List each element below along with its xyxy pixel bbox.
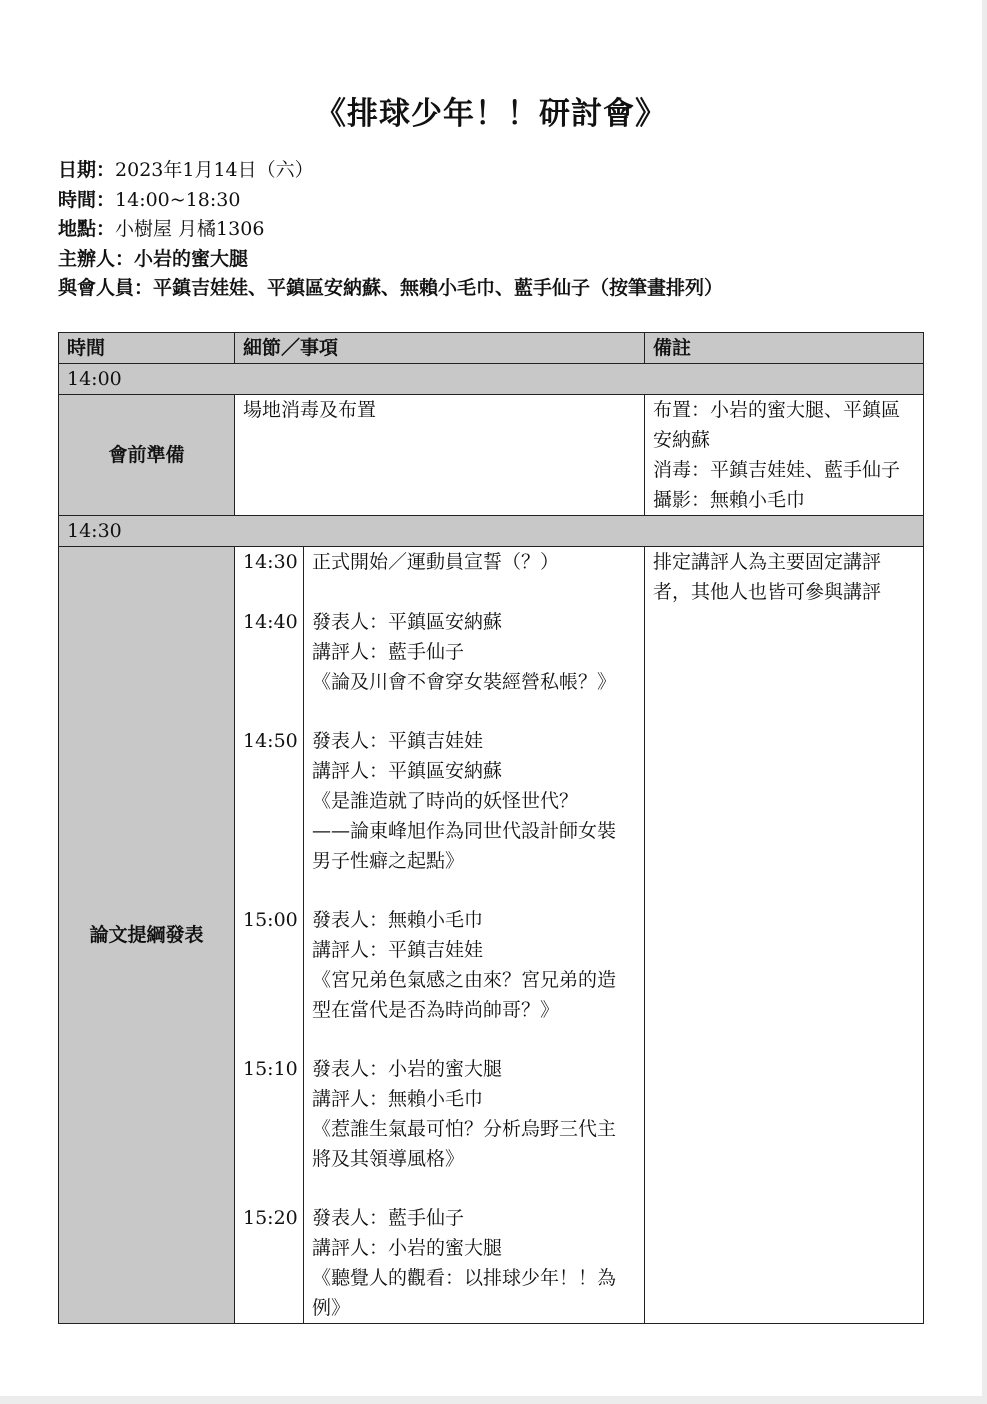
host-label: 主辦人：	[58, 247, 135, 270]
paper-time: 15:00	[235, 905, 304, 1054]
event-info	[58, 156, 723, 304]
paper-presenter: 發表人：無賴小毛巾	[312, 909, 484, 931]
paper-presenter: 發表人：平鎮區安納蘇	[312, 611, 503, 633]
time-label: 時間：	[58, 188, 116, 211]
time-band-1400: 14:00	[59, 364, 924, 395]
paper-title: 將及其領導風格》	[312, 1148, 465, 1170]
time-band-row	[59, 364, 924, 395]
paper-reviewer: 講評人：無賴小毛巾	[312, 1088, 484, 1110]
paper-title: 《聽覺人的觀看：以排球少年！！為	[312, 1267, 617, 1289]
prep-note-line: 攝影：無賴小毛巾	[653, 489, 806, 511]
paper-title: 《論及川會不會穿女裝經營私帳？》	[312, 671, 617, 693]
info-place	[58, 215, 723, 245]
paper-content	[304, 905, 645, 1054]
paper-time: 15:20	[235, 1203, 304, 1323]
spacer	[312, 1025, 636, 1054]
spacer	[312, 1174, 636, 1203]
paper-time: 14:30	[235, 547, 304, 607]
paper-presenter: 發表人：平鎮吉娃娃	[312, 730, 484, 752]
papers-label: 論文提綱發表	[59, 547, 235, 1324]
info-date	[58, 156, 723, 186]
paper-item	[235, 726, 644, 905]
time-value: 14:00~18:30	[115, 188, 241, 211]
time-band-row	[59, 516, 924, 547]
paper-presenter: 發表人：藍手仙子	[312, 1207, 465, 1229]
prep-row	[59, 395, 924, 516]
paper-content	[304, 607, 645, 726]
papers-note-line: 者，其他人也皆可參與講評	[653, 581, 882, 603]
members-value: 平鎮吉娃娃、平鎮區安納蘇、無賴小毛巾、藍手仙子（按筆畫排列）	[153, 277, 724, 299]
place-value: 小樹屋 月橘1306	[115, 218, 265, 240]
paper-reviewer: 講評人：藍手仙子	[312, 641, 465, 663]
prep-notes	[645, 395, 924, 516]
paper-time: 14:40	[235, 607, 304, 726]
paper-item	[235, 1203, 644, 1323]
spacer	[312, 876, 636, 905]
prep-note-line: 消毒：平鎮吉娃娃、藍手仙子	[653, 459, 901, 481]
paper-item	[235, 547, 644, 607]
info-host	[58, 245, 723, 275]
paper-content	[304, 547, 645, 607]
header-time: 時間	[59, 333, 235, 364]
info-time	[58, 186, 723, 216]
date-value: 2023年1月14日（六）	[115, 159, 314, 181]
info-members	[58, 274, 723, 304]
papers-note	[645, 547, 924, 1324]
paper-title: 例》	[312, 1297, 351, 1319]
papers-detail	[235, 547, 645, 1324]
header-note: 備註	[645, 333, 924, 364]
paper-content	[304, 1203, 645, 1323]
members-label: 與會人員：	[58, 277, 154, 299]
paper-item	[235, 607, 644, 726]
paper-time: 15:10	[235, 1054, 304, 1203]
time-band-1430: 14:30	[59, 516, 924, 547]
paper-item	[235, 905, 644, 1054]
prep-note-line: 安納蘇	[653, 429, 711, 451]
paper-title: 《惹誰生氣最可怕？分析烏野三代主	[312, 1118, 617, 1140]
paper-content	[304, 1054, 645, 1203]
paper-title: 《宮兄弟色氣感之由來？宮兄弟的造	[312, 969, 617, 991]
paper-title: ——論東峰旭作為同世代設計師女裝	[312, 820, 617, 842]
spacer	[312, 697, 636, 726]
date-label: 日期：	[58, 159, 116, 181]
paper-time: 14:50	[235, 726, 304, 905]
table-header-row	[59, 333, 924, 364]
prep-detail: 場地消毒及布置	[235, 395, 645, 516]
paper-item	[235, 1054, 644, 1203]
host-value: 小岩的蜜大腿	[134, 247, 249, 270]
place-label: 地點：	[58, 218, 116, 240]
page-title: 《排球少年！！研討會》	[315, 96, 667, 132]
paper-title: 《是誰造就了時尚的妖怪世代？	[312, 790, 579, 812]
paper-line: 正式開始／運動員宣誓（？）	[312, 551, 560, 573]
paper-reviewer: 講評人：平鎮區安納蘇	[312, 760, 503, 782]
papers-row	[59, 547, 924, 1324]
paper-reviewer: 講評人：小岩的蜜大腿	[312, 1237, 503, 1259]
paper-reviewer: 講評人：平鎮吉娃娃	[312, 939, 484, 961]
paper-content	[304, 726, 645, 905]
paper-presenter: 發表人：小岩的蜜大腿	[312, 1058, 503, 1080]
schedule-table	[58, 332, 924, 1324]
paper-title: 型在當代是否為時尚帥哥？》	[312, 999, 560, 1021]
prep-label: 會前準備	[59, 395, 235, 516]
prep-note-line: 布置：小岩的蜜大腿、平鎮區	[653, 399, 901, 421]
spacer	[312, 577, 636, 607]
header-detail: 細節／事項	[235, 333, 645, 364]
papers-note-line: 排定講評人為主要固定講評	[653, 551, 882, 573]
paper-title: 男子性癖之起點》	[312, 850, 465, 872]
papers-schedule	[235, 547, 644, 1323]
